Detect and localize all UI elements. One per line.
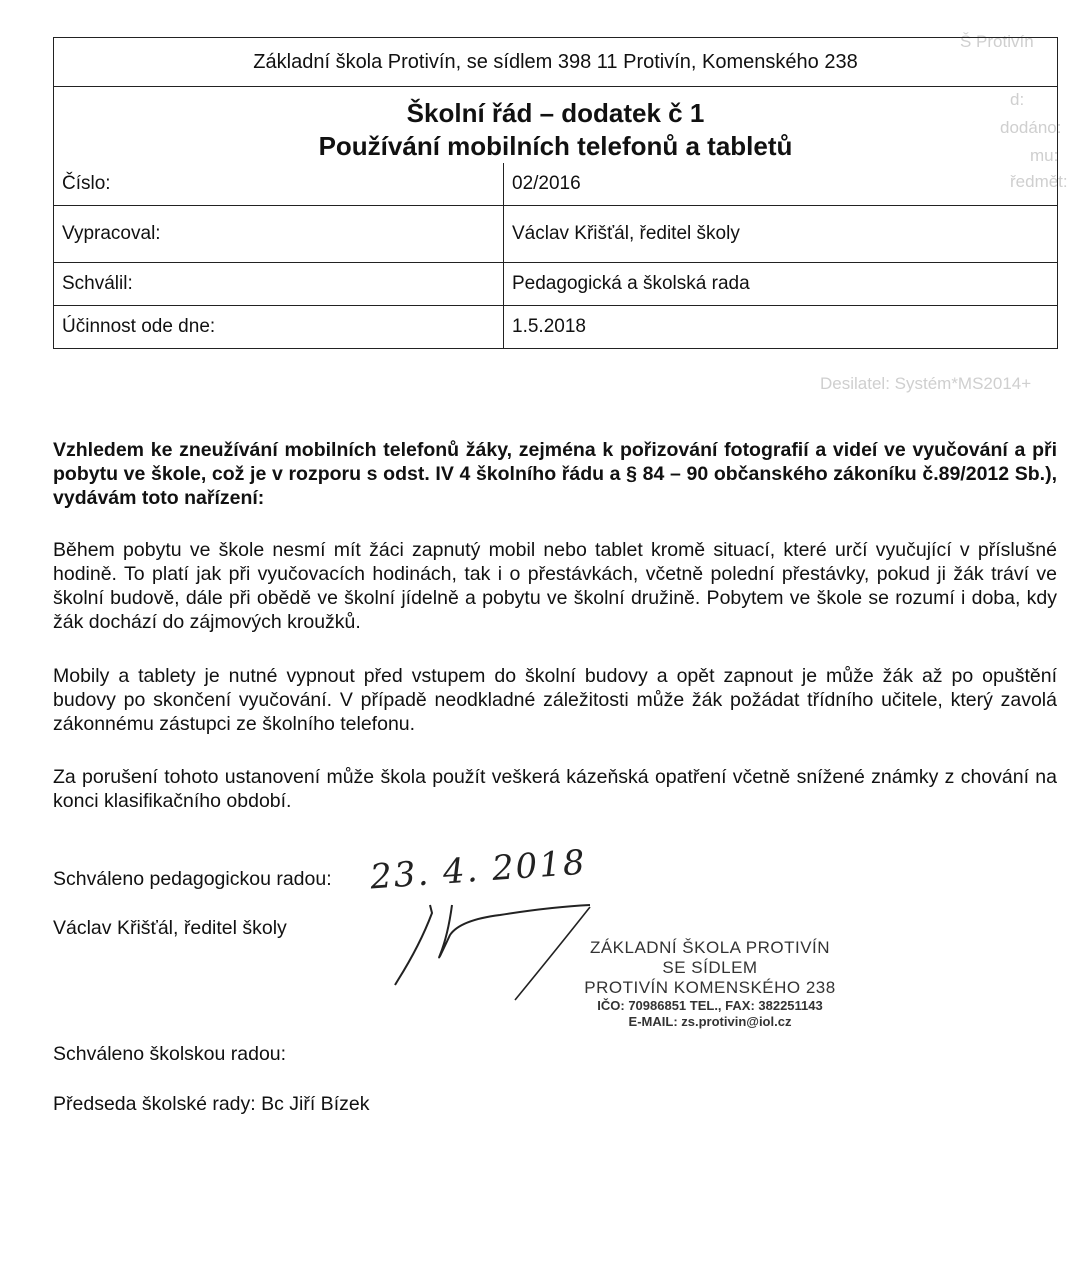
bleed-through-text: dodáno: <box>1000 118 1062 137</box>
meta-row-effective-date <box>54 306 1058 349</box>
meta-row-number <box>54 163 1058 206</box>
handwritten-date: 23. 4. 2018 <box>368 842 588 898</box>
bleed-through-text: Š Protivín <box>960 32 1034 51</box>
stamp-line: ZÁKLADNÍ ŠKOLA PROTIVÍN <box>589 938 831 957</box>
meta-label: Vypracoval: <box>54 206 504 263</box>
director-name: Václav Křišťál, ředitel školy <box>53 917 287 939</box>
bleed-through-text: ředmět: <box>1010 172 1068 191</box>
stamp-line: IČO: 70986851 TEL., FAX: 382251143 <box>597 998 823 1013</box>
meta-row-approved-by <box>54 263 1058 306</box>
school-address: Základní škola Protivín, se sídlem 398 11 Protivín, Komenského 238 <box>253 50 858 73</box>
bleed-through-text: d: <box>1010 90 1025 109</box>
document-title: Školní řád – dodatek č 1 <box>406 98 705 128</box>
bleed-through-text: Desilatel: Systém*MS2014+ <box>820 374 1032 393</box>
meta-value: 02/2016 <box>504 163 1058 206</box>
school-board-approval-label: Schváleno školskou radou: <box>53 1043 287 1065</box>
stamp-line: E-MAIL: zs.protivin@iol.cz <box>628 1014 792 1029</box>
pedagogical-approval-label: Schváleno pedagogickou radou: <box>53 868 332 890</box>
school-stamp <box>545 938 875 1030</box>
meta-label: Schválil: <box>54 263 504 306</box>
stamp-line: PROTIVÍN KOMENSKÉHO 238 <box>584 978 836 997</box>
document-title-cell <box>54 87 1058 164</box>
meta-row-author <box>54 206 1058 263</box>
meta-value: 1.5.2018 <box>504 306 1058 349</box>
meta-value: Pedagogická a školská rada <box>504 263 1058 306</box>
intro-paragraph: Vzhledem ke zneužívání mobilních telefonů žáky, zejména k pořizování fotografií a videí ve vyučování a při pobytu ve škole, což je v rozporu s odst. IV 4 školního řádu a § 84 – 90 občanského zákoníku č.89/2012 Sb.), vydávám toto nařízení: <box>53 439 1057 509</box>
board-chair: Předseda školské rady: Bc Jiří Bízek <box>53 1093 370 1115</box>
meta-label: Účinnost ode dne: <box>54 306 504 349</box>
body-paragraph-2: Mobily a tablety je nutné vypnout před vstupem do školní budovy a opět zapnout je může žák až po opuštění budovy po skončení vyučování. V případě neodkladné záležitosti může žák požádat třídního učitele, který zavolá zákonnému zástupci ze školního telefonu. <box>53 665 1057 735</box>
body-paragraph-3: Za porušení tohoto ustanovení může škola použít veškerá kázeňská opatření včetně snížené známky z chování na konci klasifikačního období. <box>53 766 1057 812</box>
meta-label: Číslo: <box>54 163 504 206</box>
meta-value: Václav Křišťál, ředitel školy <box>504 206 1058 263</box>
stamp-line: SE SÍDLEM <box>662 958 758 977</box>
document-header-table <box>53 37 1058 349</box>
document-subtitle: Používání mobilních telefonů a tabletů <box>318 131 793 161</box>
school-address-cell <box>54 38 1058 87</box>
body-paragraph-1: Během pobytu ve škole nesmí mít žáci zapnutý mobil nebo tablet kromě situací, které určí vyučující v příslušné hodině. To platí jak při vyučovacích hodinách, tak i o přestávkách, včetně polední přestávky, pokud ji žák tráví ve školní budově, dále při obědě ve školní jídelně a pobytu ve školní družině. Pobytem ve škole se rozumí i doba, kdy žák dochází do zájmových kroužků. <box>53 539 1057 633</box>
bleed-through-text: mu: <box>1030 146 1059 165</box>
